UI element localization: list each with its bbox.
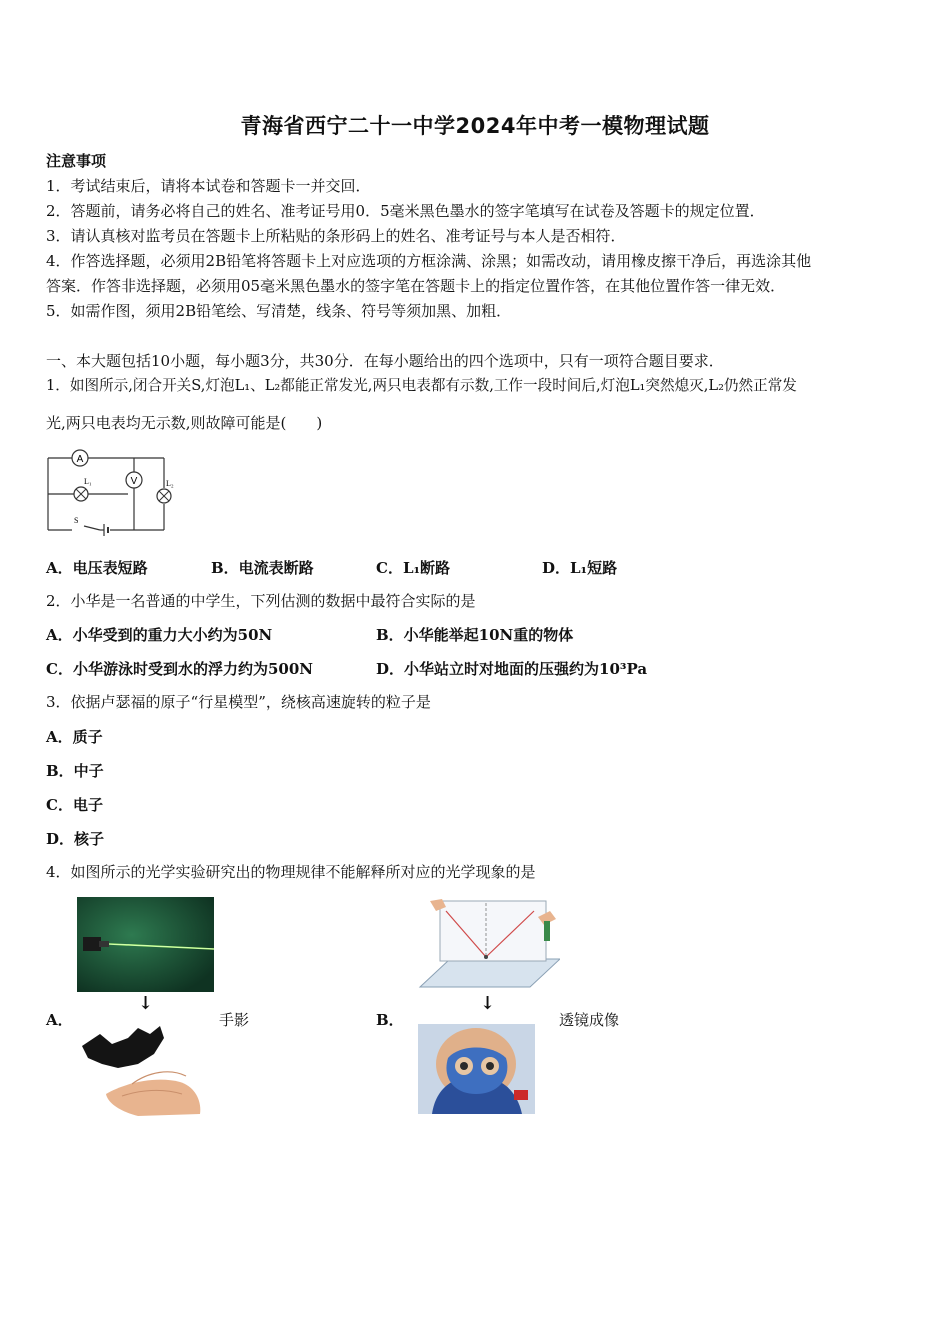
section-heading: 一、本大题包括10小题，每小题3分，共30分．在每小题给出的四个选项中，只有一项符合题目要求． — [46, 352, 724, 370]
svg-text:L₁: L₁ — [84, 477, 92, 486]
reflection-experiment-image — [410, 897, 560, 992]
notice-item: 4．作答选择题，必须用2B铅笔将答题卡上对应选项的方框涂满、涂黑；如需改动，请用橡皮擦干净后，再选涂其他 — [46, 252, 812, 270]
q1-option-a: A．电压表短路 — [46, 559, 148, 577]
arrow-down-icon: ↓ — [138, 993, 154, 1014]
q4-option-b-letter: B． — [376, 1011, 404, 1029]
lamp-l2-icon — [157, 479, 174, 503]
q3-option-b: B．中子 — [46, 762, 104, 780]
svg-text:V: V — [130, 476, 138, 487]
notice-item: 3．请认真核对监考员在答题卡上所粘贴的条形码上的姓名、准考证号与本人是否相符． — [46, 227, 626, 245]
notice-item: 1．考试结束后，请将本试卷和答题卡一并交回． — [46, 177, 371, 195]
q4-option-a-letter: A． — [46, 1011, 73, 1029]
svg-text:A: A — [76, 454, 84, 465]
q1-option-c: C．L₁断路 — [376, 559, 451, 577]
q2-stem: 2．小华是一名普通的中学生，下列估测的数据中最符合实际的是 — [46, 592, 476, 610]
q1-stem-line2: 光,两只电表均无示数,则故障可能是( ) — [46, 414, 323, 432]
q2-option-d: D．小华站立时对地面的压强约为10³Pa — [376, 660, 648, 678]
q3-option-c: C．电子 — [46, 796, 103, 814]
q4-option-b-caption: 透镜成像 — [559, 1011, 620, 1029]
q3-option-a: A．质子 — [46, 728, 103, 746]
q1-stem-line1: 1．如图所示,闭合开关S,灯泡L₁、L₂都能正常发光,两只电表都有示数,工作一段时间后,灯泡L₁突然熄灭,L₂仍然正常发 — [46, 377, 797, 394]
q2-option-a: A．小华受到的重力大小约为50N — [46, 626, 273, 644]
svg-text:L₂: L₂ — [166, 479, 174, 488]
notice-item: 2．答题前，请务必将自己的姓名、准考证号用0．5毫米黑色墨水的签字笔填写在试卷及答题卡的规定位置． — [46, 202, 765, 220]
q1-option-d: D．L₁短路 — [542, 559, 618, 577]
voltmeter-icon — [126, 472, 142, 488]
hand-shadow-image — [78, 1024, 206, 1118]
q2-option-c: C．小华游泳时受到水的浮力约为500N — [46, 660, 313, 678]
laser-experiment-image — [77, 897, 214, 992]
q4-stem: 4．如图所示的光学实验研究出的物理规律不能解释所对应的光学现象的是 — [46, 863, 536, 881]
notice-heading: 注意事项 — [46, 152, 107, 170]
q1-circuit-diagram — [44, 446, 179, 538]
ammeter-icon — [72, 450, 88, 466]
lamp-l1-icon — [74, 477, 92, 501]
notice-item: 答案．作答非选择题，必须用05毫米黑色墨水的签字笔在答题卡上的指定位置作答，在其他位置作答一律无效． — [46, 277, 786, 295]
q4-option-a-caption: 手影 — [219, 1011, 250, 1029]
arrow-down-icon: ↓ — [480, 993, 496, 1014]
switch-label: S — [74, 516, 79, 525]
q3-option-d: D．核子 — [46, 830, 105, 848]
lens-image-photo — [418, 1024, 535, 1114]
q3-stem: 3．依据卢瑟福的原子“行星模型”，绕核高速旋转的粒子是 — [46, 693, 431, 711]
q2-option-b: B．小华能举起10N重的物体 — [376, 626, 574, 644]
page-title: 青海省西宁二十一中学2024年中考一模物理试题 — [240, 114, 710, 138]
notice-item: 5．如需作图，须用2B铅笔绘、写清楚，线条、符号等须加黑、加粗． — [46, 302, 512, 320]
q1-option-b: B．电流表断路 — [211, 559, 314, 577]
